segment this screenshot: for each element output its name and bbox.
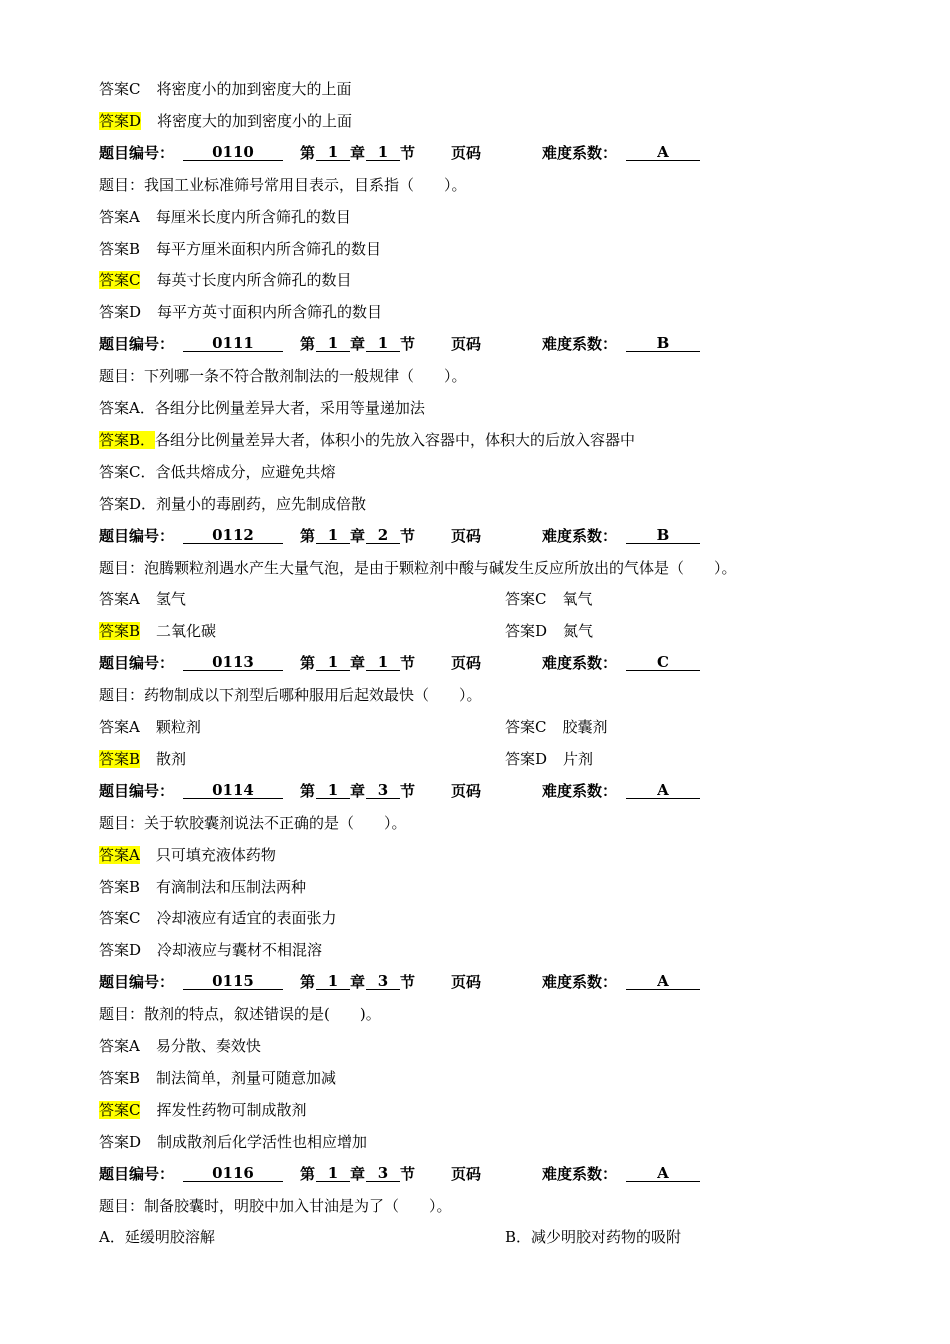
question-header (99, 141, 799, 165)
question-header (99, 332, 799, 356)
answer-option (99, 1034, 261, 1058)
answer-text: 氮气 (563, 622, 594, 641)
answer-label: 答案D (99, 941, 142, 960)
answer-option (99, 587, 186, 611)
answer-option (99, 77, 352, 101)
answer-text: 易分散、奏效快 (155, 1037, 261, 1055)
answer-option: A．延缓明胶溶解 (99, 1228, 215, 1247)
answer-label: 答案C． (99, 462, 156, 481)
difficulty-value: A (626, 779, 700, 799)
page-label: 页码 (451, 973, 482, 992)
answer-option (99, 300, 382, 324)
difficulty-label: 难度系数： (542, 1164, 618, 1183)
answer-option (505, 715, 608, 739)
answer-label: 答案C (99, 909, 141, 928)
answer-text: 挥发性药物可制成散剂 (156, 1100, 307, 1119)
answer-label: 答案B (99, 1068, 141, 1087)
chapter-prefix: 第 (300, 781, 316, 800)
answer-option (99, 747, 186, 771)
chapter-prefix: 第 (300, 1164, 316, 1183)
section-suffix: 节 (400, 1164, 416, 1183)
answer-option (99, 619, 216, 643)
answer-label: 答案D (505, 622, 548, 641)
answer-label: 答案B (99, 239, 141, 258)
page-label: 页码 (451, 654, 482, 673)
question-header (99, 651, 799, 675)
answer-option (99, 428, 635, 452)
answer-label: 答案D (99, 111, 142, 130)
question-id: 0115 (183, 970, 283, 990)
answer-label: 答案A (99, 1037, 140, 1055)
question-stem: 题目：泡腾颗粒剂遇水产生大量气泡，是由于颗粒剂中酸与碱发生反应所放出的气体是（ ）。 (99, 558, 737, 577)
difficulty-value: B (626, 524, 700, 544)
section-number: 1 (366, 651, 400, 671)
answer-option (99, 1066, 336, 1090)
answer-option (99, 715, 201, 739)
answer-option (505, 619, 593, 643)
question-stem: 题目：散剂的特点，叙述错误的是( )。 (99, 1005, 381, 1024)
id-label: 题目编号： (99, 781, 175, 800)
answer-text: 含低共熔成分，应避免共熔 (155, 462, 336, 481)
answer-option (99, 1098, 307, 1122)
answer-label: 答案B (99, 877, 141, 896)
answer-label: 答案D． (99, 494, 157, 513)
answer-option (99, 1130, 367, 1154)
chapter-mid: 章 (350, 143, 366, 162)
difficulty-label: 难度系数： (542, 973, 618, 992)
chapter-mid: 章 (350, 526, 366, 545)
answer-label: 答案C (505, 590, 547, 609)
answer-text: 冷却液应有适宜的表面张力 (156, 909, 337, 928)
answer-text: 二氧化碳 (156, 622, 217, 641)
question-id: 0116 (183, 1162, 283, 1182)
answer-label: 答案A (99, 207, 140, 226)
answer-text: 制成散剂后化学活性也相应增加 (157, 1132, 368, 1151)
difficulty-label: 难度系数： (542, 654, 618, 673)
answer-label: 答案B (99, 622, 141, 641)
answer-text: 氢气 (155, 590, 186, 609)
question-id: 0114 (183, 779, 283, 799)
answer-label: 答案A (99, 718, 140, 736)
answer-label: 答案B (99, 749, 141, 768)
answer-text: 胶囊剂 (562, 718, 608, 736)
difficulty-value: C (626, 651, 700, 671)
question-header (99, 779, 799, 803)
difficulty-label: 难度系数： (542, 335, 618, 354)
id-label: 题目编号： (99, 526, 175, 545)
chapter-prefix: 第 (300, 335, 316, 354)
answer-text: 冷却液应与囊材不相混溶 (157, 941, 323, 960)
answer-text: 氧气 (562, 590, 593, 609)
section-number: 1 (366, 141, 400, 161)
difficulty-label: 难度系数： (542, 526, 618, 545)
answer-text: 片剂 (563, 749, 594, 768)
answer-text: 各组分比例量差异大者，体积小的先放入容器中，体积大的后放入容器中 (155, 430, 636, 449)
answer-text: 将密度小的加到密度大的上面 (156, 80, 352, 98)
id-label: 题目编号： (99, 654, 175, 673)
section-suffix: 节 (400, 781, 416, 800)
chapter-mid: 章 (350, 973, 366, 992)
answer-label: 答案C (505, 718, 547, 736)
answer-option (99, 460, 336, 484)
question-stem: 题目：下列哪一条不符合散剂制法的一般规律（ ）。 (99, 367, 467, 386)
id-label: 题目编号： (99, 335, 175, 354)
difficulty-value: A (626, 141, 700, 161)
answer-option (99, 875, 306, 899)
question-id: 0112 (183, 524, 283, 544)
answer-option: B．减少明胶对药物的吸附 (505, 1228, 682, 1247)
answer-label: 答案A (99, 590, 140, 609)
section-number: 3 (366, 970, 400, 990)
chapter-prefix: 第 (300, 526, 316, 545)
answer-text: 只可填充液体药物 (155, 845, 276, 864)
answer-text: 将密度大的加到密度小的上面 (157, 111, 353, 130)
answer-option (505, 747, 593, 771)
chapter-number: 1 (316, 524, 350, 544)
answer-text: 每厘米长度内所含筛孔的数目 (155, 207, 351, 226)
answer-text: 每平方英寸面积内所含筛孔的数目 (157, 303, 383, 322)
chapter-number: 1 (316, 779, 350, 799)
chapter-number: 1 (316, 141, 350, 161)
chapter-prefix: 第 (300, 143, 316, 162)
id-label: 题目编号： (99, 143, 175, 162)
answer-option (99, 492, 366, 516)
section-number: 2 (366, 524, 400, 544)
section-suffix: 节 (400, 654, 416, 673)
question-header (99, 1162, 799, 1186)
difficulty-value: A (626, 1162, 700, 1182)
question-stem: 题目：我国工业标准筛号常用目表示，目系指（ ）。 (99, 175, 467, 194)
answer-option (99, 843, 276, 867)
chapter-number: 1 (316, 332, 350, 352)
section-number: 1 (366, 332, 400, 352)
chapter-number: 1 (316, 1162, 350, 1182)
question-id: 0111 (183, 332, 283, 352)
answer-text: 各组分比例量差异大者，采用等量递加法 (154, 399, 425, 417)
question-stem: 题目：关于软胶囊剂说法不正确的是（ ）。 (99, 813, 407, 832)
difficulty-label: 难度系数： (542, 143, 618, 162)
page-label: 页码 (451, 1164, 482, 1183)
answer-option (99, 906, 337, 930)
answer-text: 制法简单，剂量可随意加减 (156, 1068, 337, 1087)
chapter-number: 1 (316, 970, 350, 990)
answer-option (99, 237, 381, 261)
question-header (99, 970, 799, 994)
answer-label: 答案B． (99, 430, 156, 449)
section-suffix: 节 (400, 335, 416, 354)
chapter-mid: 章 (350, 1164, 366, 1183)
answer-text: 每平方厘米面积内所含筛孔的数目 (156, 239, 382, 258)
answer-label: 答案C (99, 1100, 141, 1119)
chapter-mid: 章 (350, 335, 366, 354)
answer-option (99, 396, 425, 420)
chapter-prefix: 第 (300, 654, 316, 673)
difficulty-value: A (626, 970, 700, 990)
difficulty-label: 难度系数： (542, 781, 618, 800)
section-suffix: 节 (400, 973, 416, 992)
answer-label: 答案C (99, 271, 141, 290)
answer-option (99, 109, 352, 133)
question-stem: 题目：药物制成以下剂型后哪种服用后起效最快（ ）。 (99, 686, 482, 705)
answer-label: 答案D (505, 749, 548, 768)
answer-label: 答案A． (99, 399, 155, 417)
question-id: 0113 (183, 651, 283, 671)
question-id: 0110 (183, 141, 283, 161)
answer-text: 颗粒剂 (155, 718, 201, 736)
answer-text: 散剂 (156, 749, 187, 768)
question-stem: 题目：制备胶囊时，明胶中加入甘油是为了（ ）。 (99, 1196, 452, 1215)
chapter-mid: 章 (350, 781, 366, 800)
answer-label: 答案D (99, 1132, 142, 1151)
chapter-number: 1 (316, 651, 350, 671)
chapter-prefix: 第 (300, 973, 316, 992)
section-number: 3 (366, 1162, 400, 1182)
answer-label: 答案D (99, 303, 142, 322)
answer-text: 每英寸长度内所含筛孔的数目 (156, 271, 352, 290)
section-number: 3 (366, 779, 400, 799)
answer-text: 剂量小的毒剧药，应先制成倍散 (156, 494, 367, 513)
id-label: 题目编号： (99, 1164, 175, 1183)
answer-option (505, 587, 593, 611)
chapter-mid: 章 (350, 654, 366, 673)
answer-option (99, 268, 352, 292)
section-suffix: 节 (400, 143, 416, 162)
page-label: 页码 (451, 781, 482, 800)
difficulty-value: B (626, 332, 700, 352)
page-label: 页码 (451, 335, 482, 354)
answer-text: 有滴制法和压制法两种 (156, 877, 307, 896)
answer-option (99, 938, 322, 962)
answer-label: 答案A (99, 845, 140, 864)
id-label: 题目编号： (99, 973, 175, 992)
answer-option (99, 205, 351, 229)
page-label: 页码 (451, 526, 482, 545)
section-suffix: 节 (400, 526, 416, 545)
page-label: 页码 (451, 143, 482, 162)
question-header (99, 524, 799, 548)
answer-label: 答案C (99, 80, 141, 98)
